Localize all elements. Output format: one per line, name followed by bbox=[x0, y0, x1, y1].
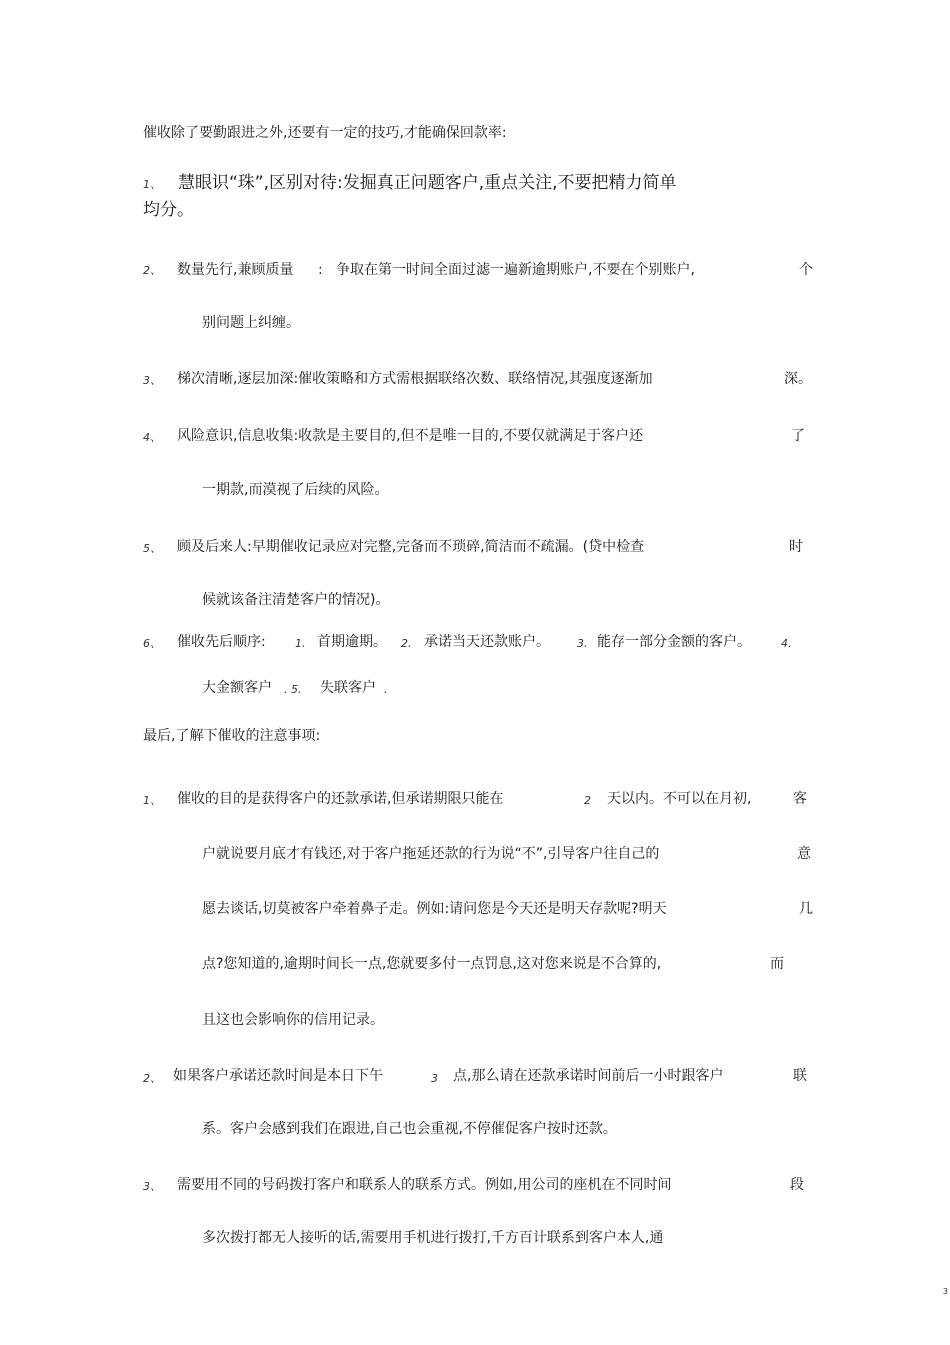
tip-6-item-1-number: 1. bbox=[295, 637, 306, 650]
tip-2-title: 数量先行,兼顾质量 bbox=[177, 262, 294, 278]
tip-2-tail: 个 bbox=[799, 262, 813, 278]
intro-text: 催收除了要勤跟进之外,还要有一定的技巧,才能确保回款率: bbox=[143, 125, 507, 141]
tip-1-text-cont: 均分。 bbox=[143, 200, 194, 220]
note-3-text-cont: 多次拨打都无人接听的话,需要用手机进行拨打,千方百计联系到客户本人,通 bbox=[202, 1230, 664, 1246]
tip-6-item-5: 失联客户 bbox=[320, 680, 376, 696]
tip-2-text: 争取在第一时间全面过滤一遍新逾期账户,不要在个别账户, bbox=[336, 262, 695, 278]
tip-1-text: 慧眼识“珠”,区别对待:发掘真正问题客户,重点关注,不要把精力简单 bbox=[178, 173, 677, 193]
note-3-text: 需要用不同的号码拨打客户和联系人的联系方式。例如,用公司的座机在不同时间 bbox=[177, 1177, 672, 1193]
tip-2-colon: : bbox=[318, 262, 323, 278]
note-1-line-2-tail: 意 bbox=[797, 846, 811, 862]
tip-6-number: 6、 bbox=[143, 637, 161, 650]
note-1-line-4: 点?您知道的,逾期时间长一点,您就要多付一点罚息,这对您来说是不合算的, bbox=[202, 956, 662, 972]
note-2-number: 2、 bbox=[143, 1072, 161, 1085]
tip-3-tail: 深。 bbox=[784, 371, 812, 387]
tip-4-number: 4、 bbox=[143, 431, 161, 444]
tip-6-item-2-number: 2. bbox=[401, 637, 412, 650]
tip-6-title: 催收先后顺序: bbox=[177, 634, 266, 650]
note-2-text-cont: 系。客户会感到我们在跟进,自己也会重视,不停催促客户按时还款。 bbox=[202, 1121, 617, 1137]
tip-1-number: 1、 bbox=[143, 178, 161, 191]
note-2-text-b: 点,那么请在还款承诺时间前后一小时跟客户 bbox=[453, 1068, 724, 1084]
section-2-heading: 最后,了解下催收的注意事项: bbox=[143, 728, 321, 744]
tip-5-text: 顾及后来人:早期催收记录应对完整,完备而不琐碎,简洁而不疏漏。(贷中检查 bbox=[177, 539, 645, 555]
tip-6-item-1: 首期逾期。 bbox=[317, 634, 387, 650]
note-1-text: 催收的目的是获得客户的还款承诺,但承诺期限只能在 bbox=[177, 791, 504, 807]
tip-5-tail: 时 bbox=[789, 539, 803, 555]
note-1-text-b: 天以内。不可以在月初, bbox=[607, 791, 752, 807]
tip-5-number: 5、 bbox=[143, 542, 161, 555]
tip-5-text-cont: 候就该备注清楚客户的情况)。 bbox=[202, 592, 390, 608]
note-1-line-3-tail: 几 bbox=[799, 901, 813, 917]
tip-4-text: 风险意识,信息收集:收款是主要目的,但不是唯一目的,不要仅就满足于客户还 bbox=[177, 428, 644, 444]
tip-2-text-cont: 别问题上纠缠。 bbox=[202, 315, 300, 331]
tip-4-text-cont: 一期款,而漠视了后续的风险。 bbox=[202, 482, 389, 498]
note-2-text: 如果客户承诺还款时间是本日下午 bbox=[173, 1068, 383, 1084]
note-1-days: 2 bbox=[584, 794, 591, 807]
note-1-line-2: 户就说要月底才有钱还,对于客户拖延还款的行为说“不”,引导客户往自己的 bbox=[202, 846, 660, 862]
note-1-number: 1、 bbox=[143, 794, 161, 807]
page-number: 3 bbox=[942, 1287, 948, 1296]
note-2-hour: 3 bbox=[431, 1072, 438, 1085]
tip-6-item-3-number: 3. bbox=[577, 637, 588, 650]
tip-4-tail: 了 bbox=[791, 428, 805, 444]
note-1-line-3: 愿去谈话,切莫被客户牵着鼻子走。例如:请问您是今天还是明天存款呢?明天 bbox=[202, 901, 667, 917]
note-3-tail: 段 bbox=[790, 1177, 804, 1193]
tip-6-item-3: 能存一部分金额的客户。 bbox=[597, 634, 751, 650]
tip-6-item-2: 承诺当天还款账户。 bbox=[424, 634, 550, 650]
tip-3-number: 3、 bbox=[143, 374, 161, 387]
note-3-number: 3、 bbox=[143, 1180, 161, 1193]
tip-6-item-4: 大金额客户 bbox=[202, 680, 272, 696]
tip-6-end: . bbox=[384, 683, 388, 696]
tip-2-number: 2、 bbox=[143, 264, 161, 277]
tip-6-item-4-number: 4. bbox=[781, 637, 792, 650]
tip-3-text: 梯次清晰,逐层加深:催收策略和方式需根据联络次数、联络情况,其强度逐渐加 bbox=[177, 371, 653, 387]
note-1-tail: 客 bbox=[793, 791, 807, 807]
note-2-tail: 联 bbox=[793, 1068, 807, 1084]
note-1-line-5: 且这也会影响你的信用记录。 bbox=[202, 1012, 384, 1028]
note-1-line-4-tail: 而 bbox=[770, 956, 784, 972]
tip-6-item-5-number: . 5. bbox=[284, 683, 302, 696]
